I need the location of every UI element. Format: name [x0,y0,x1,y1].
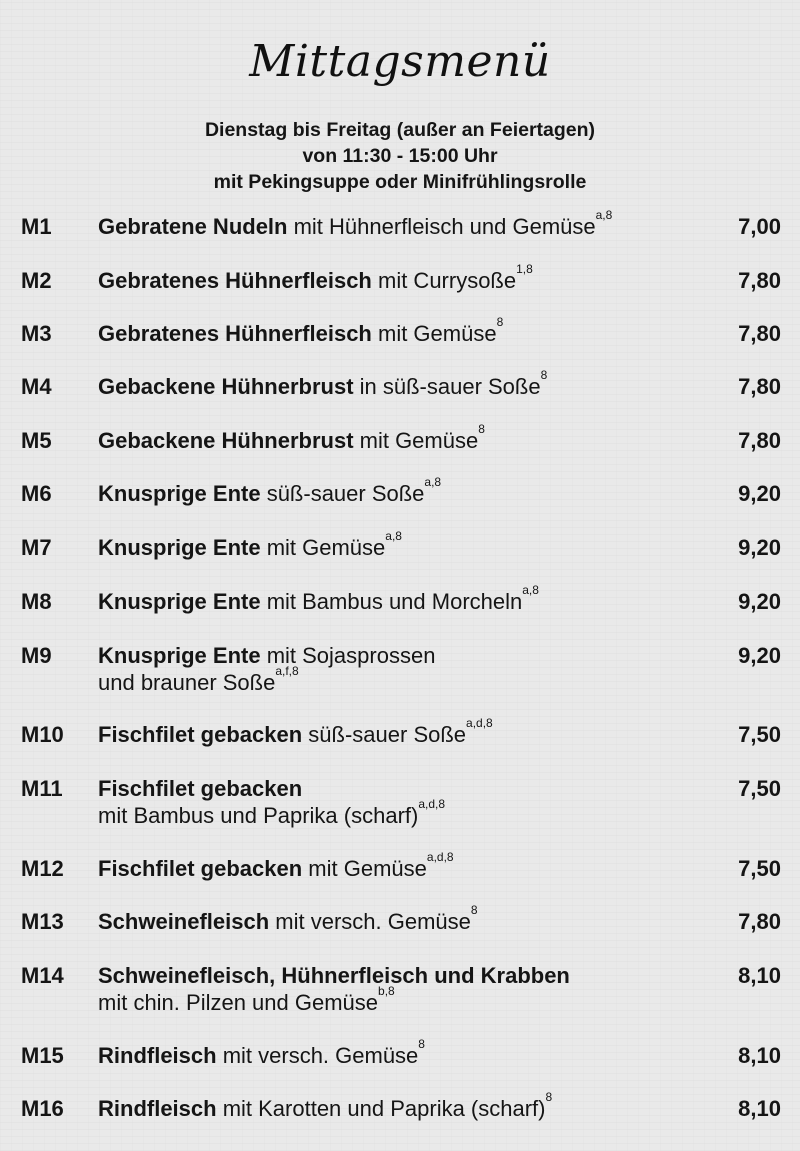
item-description [98,1090,718,1124]
item-description [98,716,718,750]
item-description [98,262,718,296]
item-description [98,961,718,1018]
item-name: Gebratenes Hühnerfleisch [98,268,372,293]
allergen-codes: a,d,8 [466,716,493,730]
item-description [98,422,718,456]
item-detail-line2: und brauner Soße [98,670,276,695]
item-description [98,529,718,563]
item-price: 8,10 [738,1096,781,1121]
item-name: Knusprige Ente [98,535,261,560]
item-detail: mit Gemüse [302,856,427,881]
subtitle-line: Dienstag bis Freitag (außer an Feiertagen) [204,119,596,141]
allergen-codes: 8 [478,422,485,436]
item-detail: in süß-sauer Soße [353,374,541,399]
item-price: 7,50 [738,776,781,801]
item-description [98,368,718,402]
item-description [98,774,718,831]
item-price: 7,80 [738,374,781,399]
item-name: Gebratene Nudeln [98,214,288,239]
item-code: M15 [21,1043,64,1068]
item-description [98,641,718,698]
item-price: 7,80 [738,321,781,346]
item-name: Fischfilet gebacken [98,722,303,747]
allergen-codes: 8 [470,903,478,917]
item-code: M14 [21,963,64,988]
item-name: Rindfleisch [98,1096,217,1121]
item-code: M12 [21,856,64,881]
page-title: Mittagsmenü [249,36,551,87]
item-name: Knusprige Ente [98,643,261,668]
allergen-codes: 8 [545,1090,553,1104]
item-code: M13 [21,909,64,934]
item-code: M7 [21,535,52,560]
item-description [98,315,718,349]
item-code: M5 [21,428,52,453]
item-detail-line2: mit Bambus und Paprika (scharf) [98,803,419,828]
item-description [98,903,718,937]
item-detail: mit Sojasprossen [260,643,436,668]
item-code: M8 [21,589,52,614]
item-description [98,583,718,617]
item-detail: süß-sauer Soße [302,722,467,747]
item-code: M11 [21,776,63,801]
item-detail: mit Hühnerfleisch und Gemüse [287,214,596,239]
item-code: M1 [21,214,52,239]
item-code: M16 [21,1096,64,1121]
item-name: Gebratenes Hühnerfleisch [98,321,372,346]
allergen-codes: b,8 [378,984,395,998]
allergen-codes: a,8 [385,529,402,543]
item-price: 9,20 [738,481,781,506]
allergen-codes: a,d,8 [426,850,454,864]
allergen-codes: 8 [496,315,504,329]
item-code: M10 [21,722,64,747]
item-name: Knusprige Ente [98,481,261,506]
item-name: Gebackene Hühnerbrust [98,428,354,453]
allergen-codes: a,f,8 [275,664,299,678]
item-detail: mit Gemüse [353,428,479,453]
allergen-codes: 1,8 [516,262,533,276]
item-name: Gebackene Hühnerbrust [98,374,354,399]
item-price: 7,00 [738,214,781,239]
item-price: 9,20 [738,535,781,560]
item-price: 7,80 [738,909,781,934]
item-name: Knusprige Ente [98,589,261,614]
item-detail: mit Gemüse [260,535,386,560]
item-description [98,850,718,884]
item-description [98,475,718,509]
item-code: M9 [21,643,52,668]
item-price: 9,20 [738,643,781,668]
item-description [98,208,718,242]
item-name: Fischfilet gebacken [98,776,303,801]
item-description [98,1037,718,1071]
item-name: Rindfleisch [98,1043,217,1068]
allergen-codes: a,d,8 [418,797,446,811]
item-detail: süß-sauer Soße [260,481,425,506]
item-detail: mit Karotten und Paprika (scharf) [216,1096,546,1121]
item-price: 8,10 [738,963,781,988]
item-detail: mit Gemüse [371,321,497,346]
item-name: Schweinefleisch, Hühnerfleisch und Krabben [98,963,570,988]
item-price: 7,80 [738,428,781,453]
subtitle-line: mit Pekingsuppe oder Minifrühlingsrolle [213,171,587,193]
item-detail: mit versch. Gemüse [269,909,471,934]
item-detail-line2: mit chin. Pilzen und Gemüse [98,990,379,1015]
item-code: M3 [21,321,52,346]
item-code: M4 [21,374,52,399]
item-code: M6 [21,481,52,506]
item-detail: mit Currysoße [371,268,517,293]
item-detail: mit versch. Gemüse [216,1043,419,1068]
item-price: 8,10 [738,1043,781,1068]
item-name: Fischfilet gebacken [98,856,303,881]
allergen-codes: a,8 [522,583,539,597]
item-price: 9,20 [738,589,781,614]
item-price: 7,50 [738,856,781,881]
allergen-codes: 8 [418,1037,425,1051]
item-detail: mit Bambus und Morcheln [260,589,523,614]
allergen-codes: a,8 [424,475,442,489]
subtitle-line: von 11:30 - 15:00 Uhr [302,145,498,167]
item-price: 7,80 [738,268,781,293]
item-code: M2 [21,268,52,293]
allergen-codes: a,8 [595,208,613,222]
item-name: Schweinefleisch [98,909,270,934]
allergen-codes: 8 [540,368,548,382]
item-price: 7,50 [738,722,781,747]
